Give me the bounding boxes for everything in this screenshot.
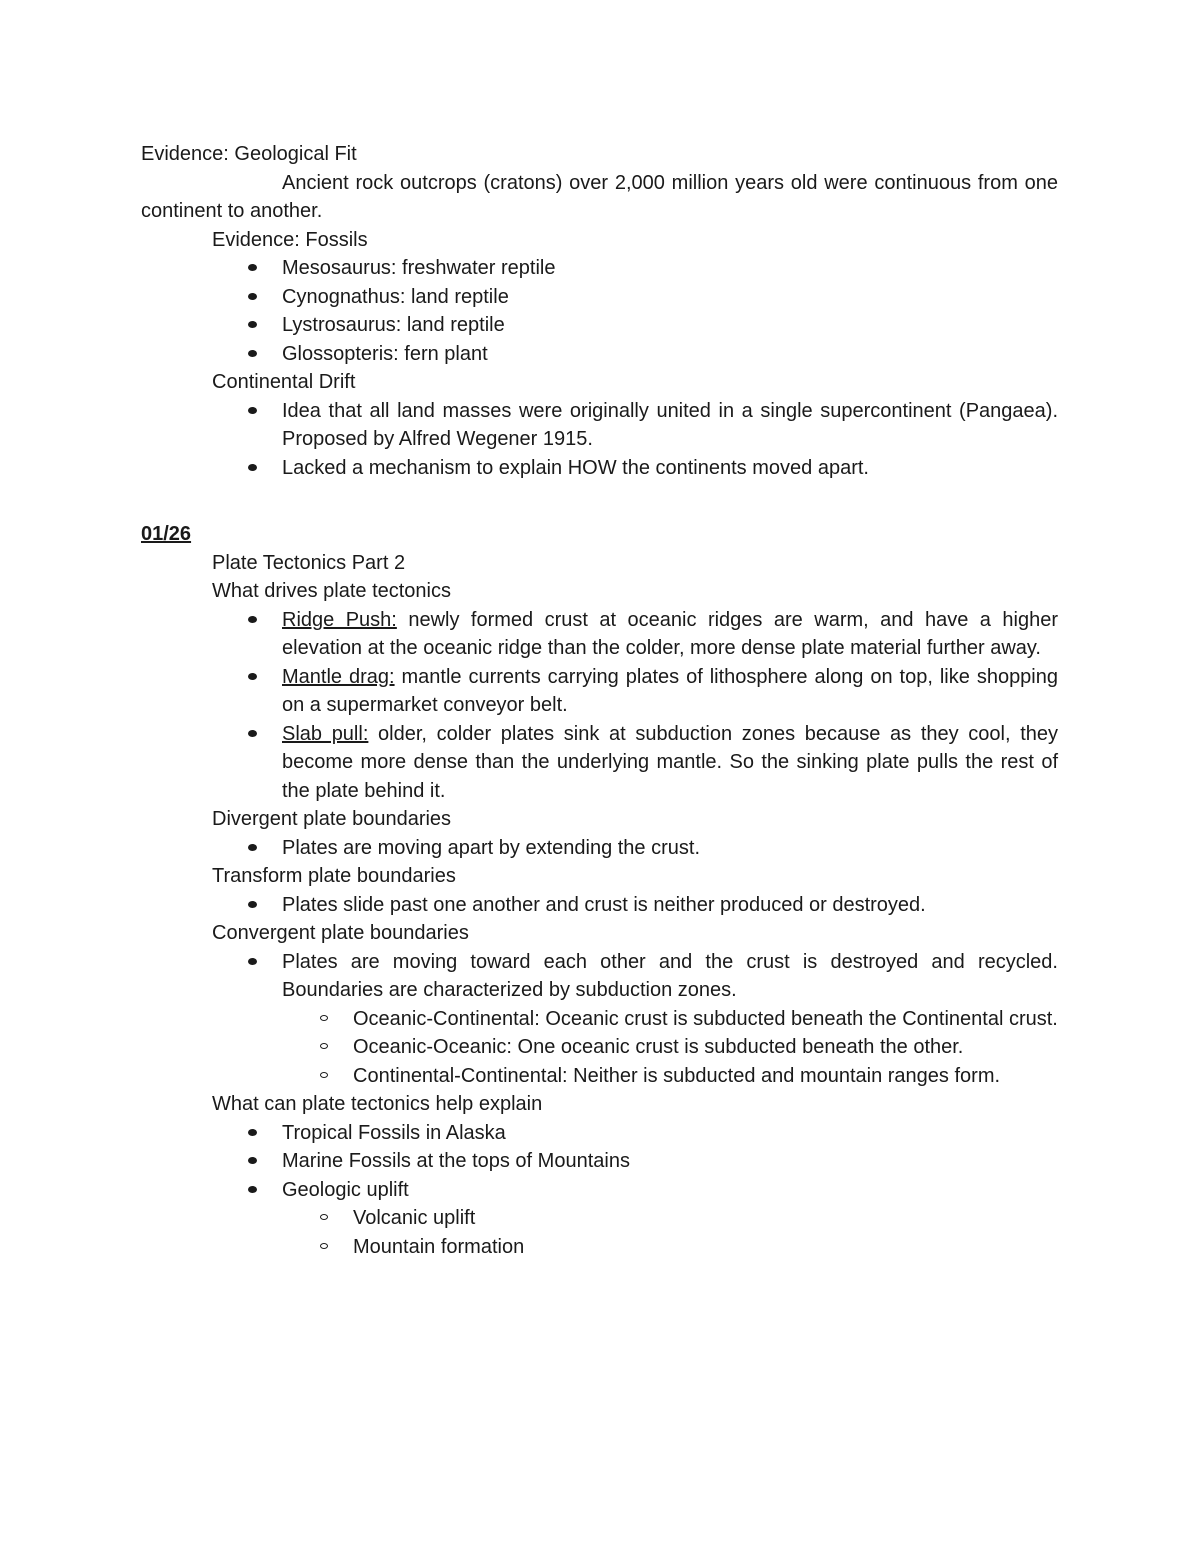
- sub-list-item: Volcanic uplift: [353, 1204, 1058, 1233]
- convergent-item-text: Plates are moving toward each other and the crust is destroyed and recycled. Boundaries are characterized by subduction zones.: [282, 950, 1058, 1001]
- list-item: Lystrosaurus: land reptile: [282, 311, 1058, 340]
- convergent-sublist: [282, 1005, 1058, 1091]
- drives-heading: What drives plate tectonics: [212, 580, 451, 602]
- geo-fit-text: Ancient rock outcrops (cratons) over 2,000 million years old were continuous from one continent to another.: [141, 171, 1058, 222]
- fossils-heading: Evidence: Fossils: [212, 228, 368, 251]
- notes-body: [141, 140, 1058, 1261]
- drift-heading: Continental Drift: [212, 371, 356, 393]
- explain-list: [141, 1119, 1058, 1262]
- slab-pull-term: Slab pull:: [282, 722, 369, 745]
- divergent-list: [141, 834, 1058, 863]
- sub-list-item: Mountain formation: [353, 1233, 1058, 1262]
- list-item: Tropical Fossils in Alaska: [282, 1119, 1058, 1148]
- drives-list: [141, 606, 1058, 806]
- mantle-drag-text: mantle currents carrying plates of lithosphere along on top, like shopping on a supermarket conveyor belt.: [282, 665, 1058, 716]
- list-item: Cynognathus: land reptile: [282, 283, 1058, 312]
- sub-list-item: Oceanic-Continental: Oceanic crust is subducted beneath the Continental crust.: [353, 1005, 1058, 1034]
- list-item: [282, 663, 1058, 720]
- list-item: Plates slide past one another and crust is neither produced or destroyed.: [282, 891, 1058, 920]
- geo-fit-heading: Evidence: Geological Fit: [141, 143, 357, 165]
- convergent-list: [141, 948, 1058, 1091]
- transform-list: [141, 891, 1058, 920]
- list-item: [282, 720, 1058, 806]
- divergent-heading: Divergent plate boundaries: [212, 808, 452, 830]
- list-item: Idea that all land masses were originally united in a single supercontinent (Pangaea). Proposed by Alfred Wegener 1915.: [282, 397, 1058, 454]
- explain-heading: What can plate tectonics help explain: [212, 1093, 543, 1115]
- ridge-push-text: newly formed crust at oceanic ridges are warm, and have a higher elevation at the oceanic ridge than the colder, more dense plate material further away.: [282, 608, 1058, 659]
- geologic-uplift-text: Geologic uplift: [282, 1178, 409, 1201]
- convergent-heading: Convergent plate boundaries: [212, 922, 469, 944]
- drift-list: [141, 397, 1058, 483]
- mantle-drag-term: Mantle drag:: [282, 665, 395, 688]
- list-item: [282, 1176, 1058, 1262]
- transform-heading: Transform plate boundaries: [212, 865, 456, 887]
- slab-pull-text: older, colder plates sink at subduction zones because as they cool, they become more dense than the underlying mantle. So the sinking plate pulls the rest of the plate behind it.: [282, 722, 1059, 802]
- list-item: [282, 606, 1058, 663]
- list-item: Marine Fossils at the tops of Mountains: [282, 1147, 1058, 1176]
- date-heading: 01/26: [141, 523, 192, 545]
- sub-list-item: Oceanic-Oceanic: One oceanic crust is subducted beneath the other.: [353, 1033, 1058, 1062]
- sub-list-item: Continental-Continental: Neither is subducted and mountain ranges form.: [353, 1062, 1058, 1091]
- fossils-list: [141, 254, 1058, 368]
- list-item: [282, 948, 1058, 1091]
- list-item: Lacked a mechanism to explain HOW the continents moved apart.: [282, 454, 1058, 483]
- explain-sublist: [282, 1204, 1058, 1261]
- list-item: Glossopteris: fern plant: [282, 340, 1058, 369]
- list-item: Plates are moving apart by extending the crust.: [282, 834, 1058, 863]
- part2-title: Plate Tectonics Part 2: [212, 551, 406, 574]
- list-item: Mesosaurus: freshwater reptile: [282, 254, 1058, 283]
- ridge-push-term: Ridge Push:: [282, 608, 397, 631]
